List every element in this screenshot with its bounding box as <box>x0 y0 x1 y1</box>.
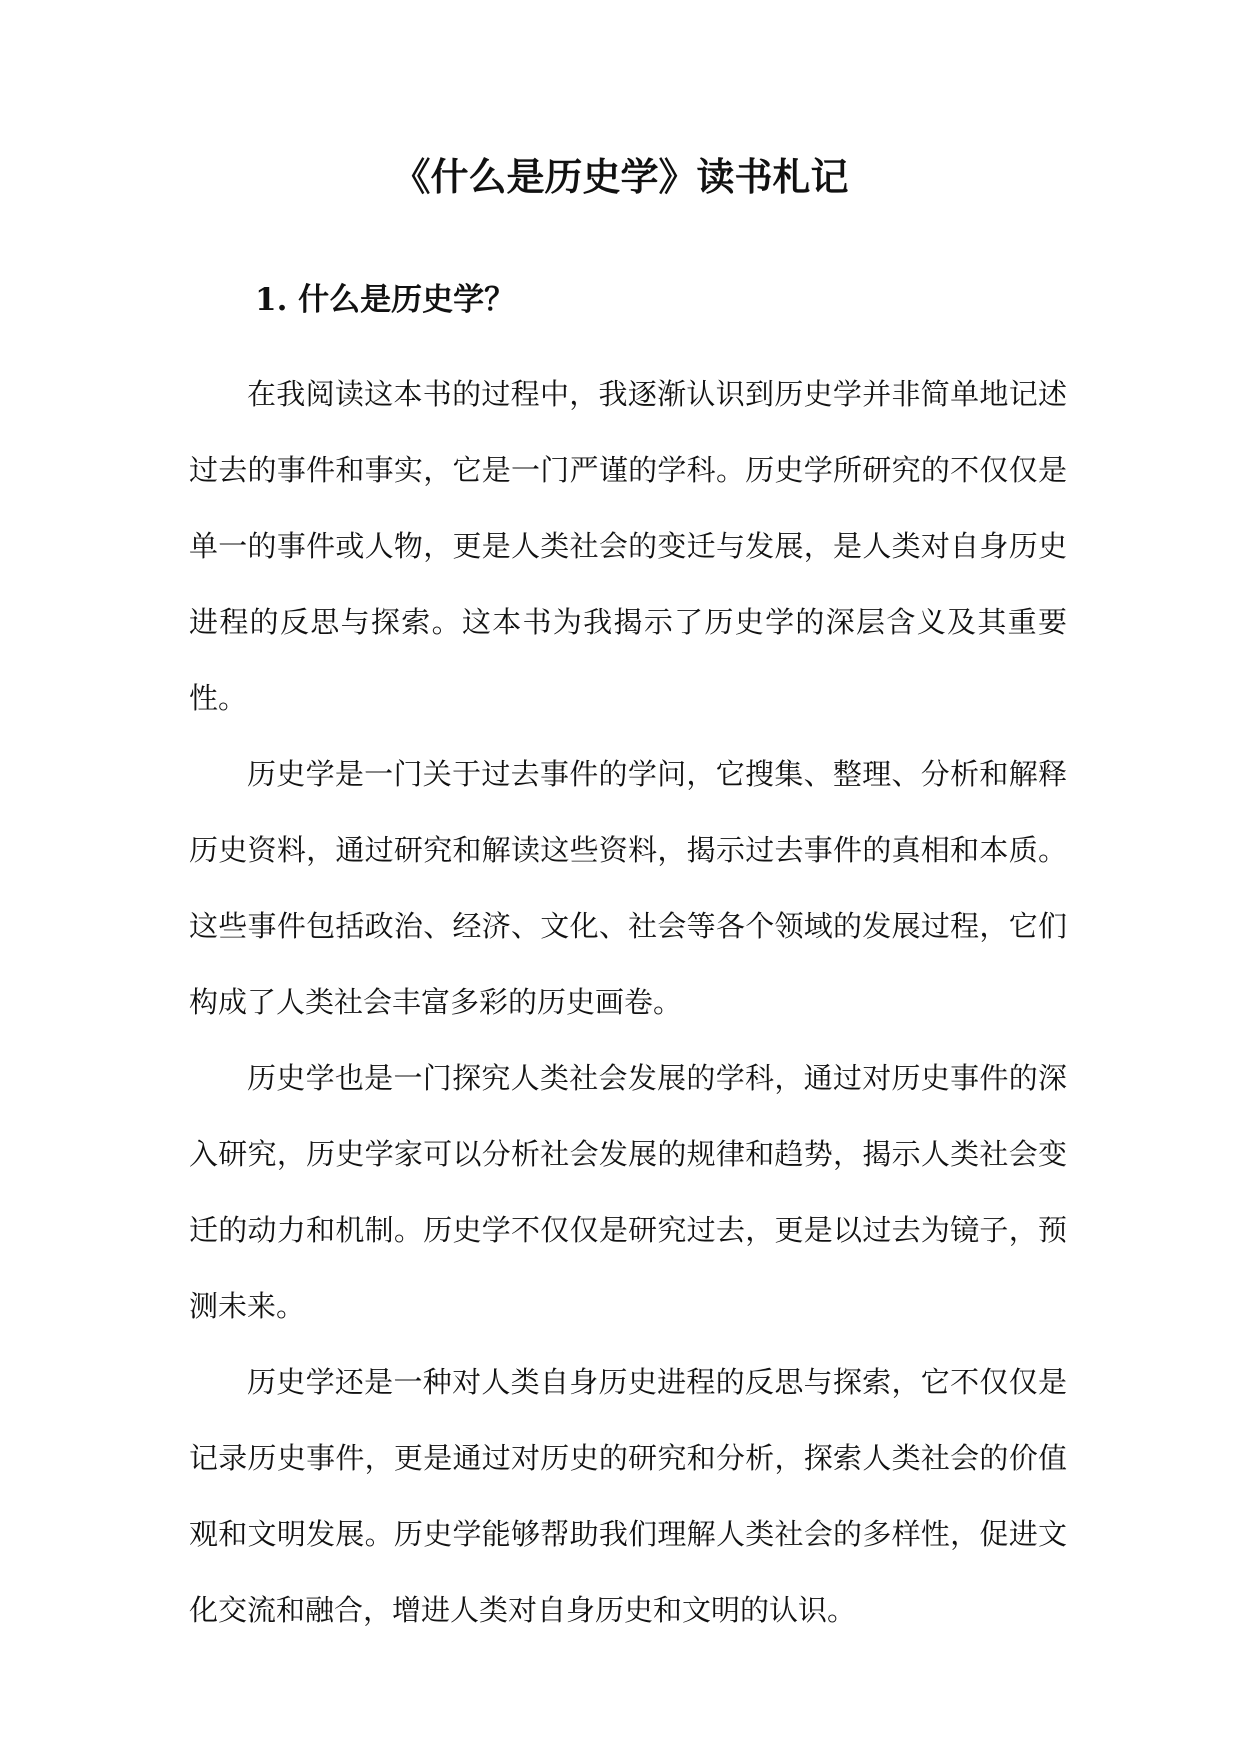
paragraph: 历史学还是一种对人类自身历史进程的反思与探索，它不仅仅是记录历史事件，更是通过对历史的研究和分析，探索人类社会的价值观和文明发展。历史学能够帮助我们理解人类社会的多样性，促进文化交流和融合，增进人类对自身历史和文明的认识。 <box>189 1365 1067 1627</box>
paragraph: 在我阅读这本书的过程中，我逐渐认识到历史学并非简单地记述过去的事件和事实，它是一门严谨的学科。历史学所研究的不仅仅是单一的事件或人物，更是人类社会的变迁与发展，是人类对自身历史进程的反思与探索。这本书为我揭示了历史学的深层含义及其重要性。 <box>189 377 1067 715</box>
document-body <box>189 356 1067 1648</box>
paragraph: 历史学是一门关于过去事件的学问，它搜集、整理、分析和解释历史资料，通过研究和解读这些资料，揭示过去事件的真相和本质。这些事件包括政治、经济、文化、社会等各个领域的发展过程，它们构成了人类社会丰富多彩的历史画卷。 <box>189 757 1067 1019</box>
document-title: 《什么是历史学》读书札记 <box>392 154 849 199</box>
section-heading: 1. 什么是历史学？ <box>255 282 516 318</box>
paragraph: 历史学也是一门探究人类社会发展的学科，通过对历史事件的深入研究，历史学家可以分析社会发展的规律和趋势，揭示人类社会变迁的动力和机制。历史学不仅仅是研究过去，更是以过去为镜子，预测未来。 <box>189 1061 1067 1323</box>
